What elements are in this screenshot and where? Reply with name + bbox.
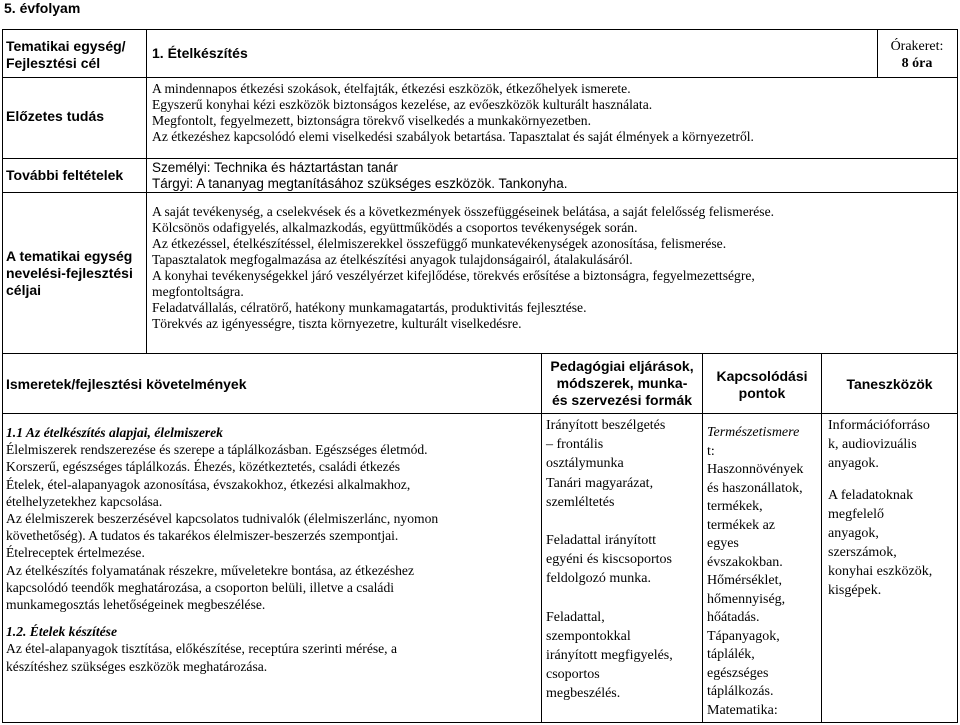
tools-column-header: Taneszközök [846, 376, 933, 392]
goals-text [152, 204, 774, 332]
connections-line: évszakokban. [707, 554, 783, 570]
table-border-right [957, 29, 958, 722]
hours-label: Órakeret: [890, 39, 944, 54]
connections-header-line: pontok [738, 385, 786, 401]
knowledge-line: kapcsolódó teendők meghatározása, a csoporton belüli, illetve a családi [6, 579, 395, 595]
goals-line: megfontoltságra. [152, 284, 244, 299]
hours-value: 8 óra [901, 56, 933, 71]
methods-column-header [542, 358, 702, 409]
tools-column-divider [821, 353, 822, 722]
connections-line: Matematika: [707, 702, 778, 718]
connections-column-header [703, 368, 821, 402]
methods-header-line: módszerek, munka- [556, 375, 688, 391]
methods-line: feldolgozó munka. [546, 571, 651, 587]
methods-line: – frontális [546, 437, 604, 453]
prior-knowledge-line: Megfontolt, fegyelmezett, biztonságra törekvő viselkedés a munkakörnyezetben. [152, 113, 592, 128]
connections-line: egyes [707, 536, 739, 551]
connections-line: Haszonnövények [707, 462, 804, 477]
goals-line: Az étkezéssel, ételkészítéssel, élelmiszerekkel összefüggő munkatevékenységek azonosítása, felismerése. [152, 236, 727, 251]
methods-line: Tanári magyarázat, [546, 475, 654, 491]
goals-line: A saját tevékenység, a cselekvések és a következmények összefüggéseinek belátása, a saját felelősség felismerése. [152, 204, 775, 219]
tools-line: anyagok, [828, 526, 879, 541]
methods-line: egyéni és kiscsoportos [546, 552, 672, 568]
knowledge-line: követhetőség). A tudatos és takarékos élelmiszer-beszerzés szempontjai. [6, 528, 399, 544]
header-label: Tematikai egység/ Fejlesztési cél [6, 38, 126, 71]
table-border-left [2, 29, 3, 722]
methods-line: csoportos [546, 667, 600, 683]
prior-knowledge-text [152, 81, 754, 145]
further-conditions-line: Személyi: Technika és háztartástan tanár [152, 160, 398, 175]
connections-line: t: [707, 443, 715, 459]
spacer [546, 589, 673, 608]
methods-line: megbeszélés. [546, 686, 621, 702]
connections-line: hőmennyiség, [707, 591, 786, 607]
prior-knowledge-label: Előzetes tudás [6, 108, 105, 124]
connections-line: termékek az [707, 517, 776, 533]
section-title: 1.1 Az ételkészítés alapjai, élelmiszerek [6, 425, 223, 440]
methods-line: szemléltetés [546, 494, 615, 510]
page-title: 5. évfolyam [4, 0, 81, 16]
further-conditions-line: Tárgyi: A tananyag megtanításához szükséges eszközök. Tankonyha. [152, 176, 568, 191]
knowledge-line: Az élelmiszerek beszerzésével kapcsolatos tudnivalók (élelmiszerlánc, nyomon [6, 511, 439, 527]
connections-line: táplálék, [707, 647, 755, 662]
tools-line: kisgépek. [828, 583, 882, 598]
knowledge-line: Az étel-alapanyagok tisztítása, előkészítése, receptúra szerinti mérése, a [6, 641, 398, 657]
goals-line: Törekvés az igényességre, tiszta környezetre, kulturált viselkedésre. [152, 316, 522, 331]
further-conditions-text [152, 160, 568, 192]
methods-content [546, 416, 673, 704]
section-title: 1.2. Ételek készítése [6, 624, 117, 640]
connections-line: termékek, [707, 499, 763, 514]
spacer [828, 473, 932, 486]
hours-box [878, 38, 956, 72]
connections-line: hőátadás. [707, 610, 760, 625]
spacer [546, 512, 673, 531]
row-divider-4 [2, 353, 958, 354]
methods-line: irányított megfigyelés, [546, 648, 673, 664]
connections-line: és haszonállatok, [707, 480, 803, 496]
goals-line: A konyhai tevékenységekkel járó veszélyérzet kifejlődése, törekvés erősítése a biztonságra, fegyelmezettségre, [152, 268, 755, 283]
knowledge-line: Korszerű, egészséges táplálkozás. Éhezés, közétkeztetés, családi étkezés [6, 459, 401, 475]
connections-content [707, 424, 803, 720]
knowledge-line: Ételreceptek értelmezése. [6, 545, 145, 561]
tools-line: szerszámok, [828, 545, 897, 560]
methods-header-line: Pedagógiai eljárások, [550, 358, 694, 374]
methods-header-line: és szervezési formák [551, 392, 693, 408]
connections-line: táplálkozás. [707, 684, 774, 699]
prior-knowledge-line: A mindennapos étkezési szokások, ételfajták, étkezési eszközök, étkezőhelyek ismerete. [152, 81, 631, 96]
tools-line: megfelelő [828, 507, 884, 522]
knowledge-column-header: Ismeretek/fejlesztési követelmények [6, 376, 247, 392]
tools-content [828, 416, 932, 600]
methods-line: Irányított beszélgetés [546, 418, 666, 433]
connections-line: Tápanyagok, [707, 628, 780, 644]
knowledge-line: Az ételkészítés folyamatának részekre, műveletekre bontása, az étkezéshez [6, 562, 414, 578]
goals-label: A tematikai egység nevelési-fejlesztési céljai [6, 248, 133, 298]
knowledge-line: Ételek, étel-alapanyagok azonosítása, évszakokhoz, étkezési alkalmakhoz, [6, 476, 411, 492]
goals-line: Feladatvállalás, célratörő, hatékony munkamagatartás, produktivitás fejlesztése. [152, 300, 587, 315]
methods-line: Feladattal irányított [546, 533, 657, 549]
prior-knowledge-line: Egyszerű konyhai kézi eszközök biztonságos kezelése, az evőeszközök kulturált használata. [152, 97, 653, 112]
table-border-bottom [2, 722, 958, 723]
methods-line: szempontokkal [546, 628, 631, 644]
knowledge-line: munkamegosztás lehetőségeinek megbeszélése. [6, 597, 266, 613]
methods-line: osztálymunka [546, 456, 624, 472]
methods-line: Feladattal, [546, 609, 605, 625]
connections-subject: Természetismere [707, 425, 800, 440]
label-column-divider [146, 29, 147, 353]
connections-line: egészséges [707, 665, 769, 681]
further-conditions-label: További feltételek [6, 167, 124, 183]
tools-line: konyhai eszközök, [828, 564, 933, 579]
row-divider-5 [2, 413, 958, 414]
goals-line: Tapasztalatok megfogalmazása az ételkészítési anyagok tulajdonságairól, átalakulásáról. [152, 252, 633, 267]
tools-line: anyagok. [828, 456, 879, 471]
connections-line: Hőmérséklet, [707, 573, 783, 588]
knowledge-line: Élelmiszerek rendszerezése és szerepe a táplálkozásban. Egészséges életmód. [6, 442, 428, 458]
unit-title: 1. Ételkészítés [152, 45, 248, 61]
connections-column-divider [702, 353, 703, 722]
knowledge-content [6, 424, 438, 675]
tools-line: Információforráso [828, 418, 930, 433]
tools-line: k, audiovizuális [828, 437, 917, 452]
tools-line: A feladatoknak [828, 488, 914, 503]
connections-header-line: Kapcsolódási [716, 368, 808, 384]
prior-knowledge-line: Az étkezéshez kapcsolódó elemi viselkedési szabályok betartása. Tapasztalat és saját élmények a környezetről. [152, 129, 754, 144]
spacer [6, 613, 438, 623]
goals-line: Kölcsönös odafigyelés, alkalmazkodás, együttműködés a csoportos tevékenységek során. [152, 220, 638, 235]
knowledge-line: készítéshez szükséges eszközök meghatározása. [6, 658, 268, 674]
knowledge-line: ételhelyzetekhez kapcsolása. [6, 493, 163, 509]
